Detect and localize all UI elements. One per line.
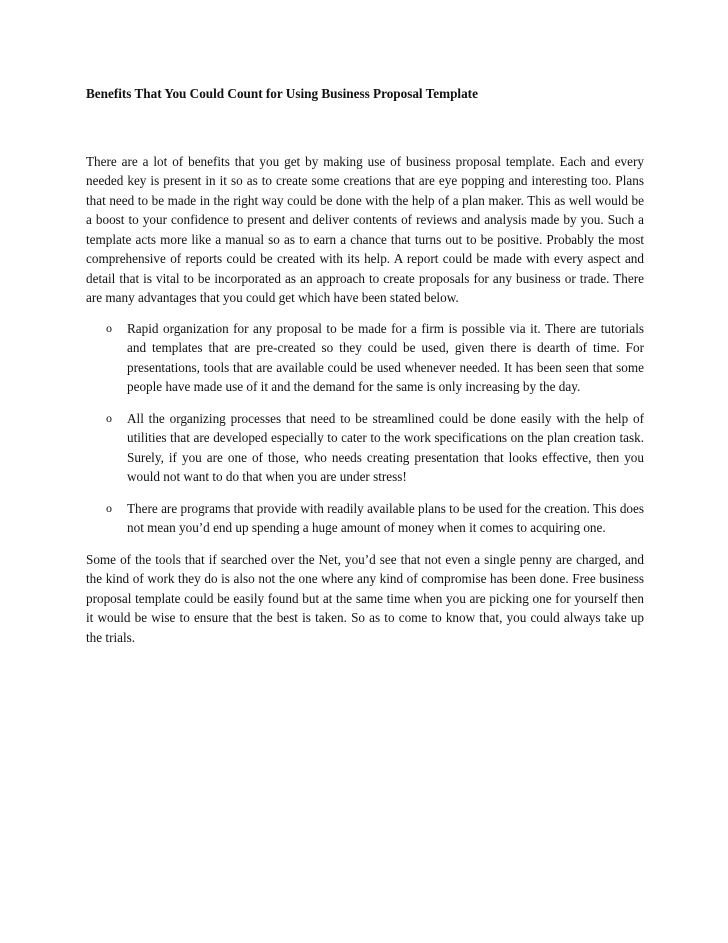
closing-paragraph: Some of the tools that if searched over the Net, you’d see that not even a single penny are charged, and the kind of work they do is also not the one where any kind of compromise has been done. Free business proposal template could be easily found but at the same time when you are picking one for yourself then it would be wise to ensure that the best is taken. So as to come to know that, you could always take up the trials.: [86, 551, 644, 645]
intro-paragraph: There are a lot of benefits that you get by making use of business proposal template. Each and every needed key is present in it so as to create some creations that are eye popping and interesting too. Plans that need to be made in the right way could be done with the help of a plan maker. This as well would be a boost to your confidence to present and deliver contents of reviews and analysis made by you. Such a template acts more like a manual so as to earn a chance that turns out to be positive. Probably the most comprehensive of reports could be created with its help. A report could be made with every aspect and detail that is vital to be incorporated as an approach to create proposals for any business or trade. There are many advantages that you could get which have been stated below.: [86, 153, 644, 305]
list-item-text: There are programs that provide with readily available plans to be used for the creation. This does not mean you’d end up spending a huge amount of money when it comes to acquiring one.: [127, 500, 644, 535]
document-title: Benefits That You Could Count for Using Business Proposal Template: [86, 86, 478, 101]
list-item: [106, 319, 644, 397]
bullet-icon: o: [106, 320, 112, 335]
list-item-text: All the organizing processes that need to be streamlined could be done easily with the help of utilities that are developed especially to cater to the work specifications on the plan creation task. Surely, if you are one of those, who needs creating presentation that looks effective, then you would not want to do that when you are under stress!: [127, 410, 644, 484]
list-item: [106, 499, 644, 538]
list-item-text: Rapid organization for any proposal to be made for a firm is possible via it. There are tutorials and templates that are pre-created so they could be used, given there is dearth of time. For presentations, tools that are available could be used whenever needed. It has been seen that some people have made use of it and the demand for the same is only increasing by the day.: [127, 320, 644, 394]
list-item: [106, 409, 644, 487]
benefits-list: [86, 319, 644, 538]
bullet-icon: o: [106, 500, 112, 515]
bullet-icon: o: [106, 410, 112, 425]
document-body: [86, 84, 644, 647]
